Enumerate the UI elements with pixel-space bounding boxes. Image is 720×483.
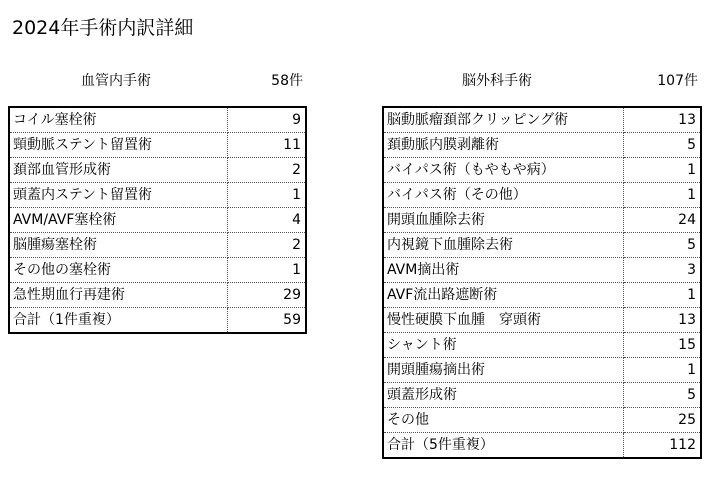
table-row — [383, 208, 701, 233]
row-value: 1 — [227, 183, 306, 208]
vascular-surgery-table — [8, 106, 307, 334]
row-label: 開頭血腫除去術 — [383, 208, 623, 233]
row-value: 25 — [623, 408, 701, 433]
neurosurgery-table — [382, 106, 702, 459]
vascular-section-count: 58件 — [271, 73, 303, 89]
table-row — [383, 408, 701, 433]
row-label: 脳動脈瘤頚部クリッピング術 — [383, 107, 623, 133]
table-row — [383, 258, 701, 283]
table-row — [383, 333, 701, 358]
table-row — [383, 308, 701, 333]
row-label: バイパス術（その他） — [383, 183, 623, 208]
table-row — [383, 233, 701, 258]
table-row — [9, 183, 306, 208]
row-label: 頚部血管形成術 — [9, 158, 227, 183]
row-value: 11 — [227, 133, 306, 158]
row-value: 5 — [623, 133, 701, 158]
row-value: 1 — [227, 258, 306, 283]
table-row — [9, 133, 306, 158]
row-label: 内視鏡下血腫除去術 — [383, 233, 623, 258]
row-value: 4 — [227, 208, 306, 233]
page-title: 2024年手術内訳詳細 — [12, 17, 194, 39]
row-value: 13 — [623, 308, 701, 333]
row-label: バイパス術（もやもや病） — [383, 158, 623, 183]
row-value: 1 — [623, 358, 701, 383]
table-row — [383, 358, 701, 383]
row-value: 1 — [623, 183, 701, 208]
row-value: 2 — [227, 233, 306, 258]
row-value: 5 — [623, 233, 701, 258]
vascular-section-header: 血管内手術 — [81, 73, 151, 89]
row-label: シャント術 — [383, 333, 623, 358]
table-row — [383, 183, 701, 208]
row-value: 5 — [623, 383, 701, 408]
table-row — [9, 308, 306, 334]
row-label: 合計（1件重複） — [9, 308, 227, 334]
row-label: AVM摘出術 — [383, 258, 623, 283]
table-row — [383, 133, 701, 158]
row-value: 59 — [283, 312, 301, 328]
row-label: コイル塞栓術 — [9, 107, 227, 133]
row-label: AVF流出路遮断術 — [383, 283, 623, 308]
table-row — [9, 208, 306, 233]
row-label: 慢性硬膜下血腫 穿頭術 — [383, 308, 623, 333]
row-label: 開頭腫瘍摘出術 — [383, 358, 623, 383]
row-value: 15 — [623, 333, 701, 358]
row-label: その他の塞栓術 — [9, 258, 227, 283]
row-value: 13 — [623, 107, 701, 133]
row-value: 29 — [227, 283, 306, 308]
table-row — [9, 233, 306, 258]
row-value: 24 — [623, 208, 701, 233]
neurosurgery-section-header: 脳外科手術 — [462, 73, 532, 89]
row-value: 2 — [227, 158, 306, 183]
row-label: その他 — [383, 408, 623, 433]
row-label: 急性期血行再建術 — [9, 283, 227, 308]
table-row — [383, 383, 701, 408]
row-label: 合計（5件重複） — [383, 433, 623, 459]
table-row — [9, 258, 306, 283]
row-label: 頭蓋形成術 — [383, 383, 623, 408]
neurosurgery-section-count: 107件 — [657, 73, 698, 89]
table-row — [383, 107, 701, 133]
row-label: AVM/AVF塞栓術 — [9, 208, 227, 233]
row-label: 頚動脈内膜剥離術 — [383, 133, 623, 158]
table-row — [383, 283, 701, 308]
row-value: 9 — [227, 107, 306, 133]
table-row — [383, 158, 701, 183]
row-value: 1 — [623, 283, 701, 308]
row-value: 1 — [623, 158, 701, 183]
row-label: 脳腫瘍塞栓術 — [9, 233, 227, 258]
row-label: 頸動脈ステント留置術 — [9, 133, 227, 158]
row-value: 3 — [623, 258, 701, 283]
table-row — [9, 283, 306, 308]
row-value: 112 — [669, 437, 696, 453]
row-label: 頭蓋内ステント留置術 — [9, 183, 227, 208]
table-row — [383, 433, 701, 459]
table-row — [9, 107, 306, 133]
table-row — [9, 158, 306, 183]
